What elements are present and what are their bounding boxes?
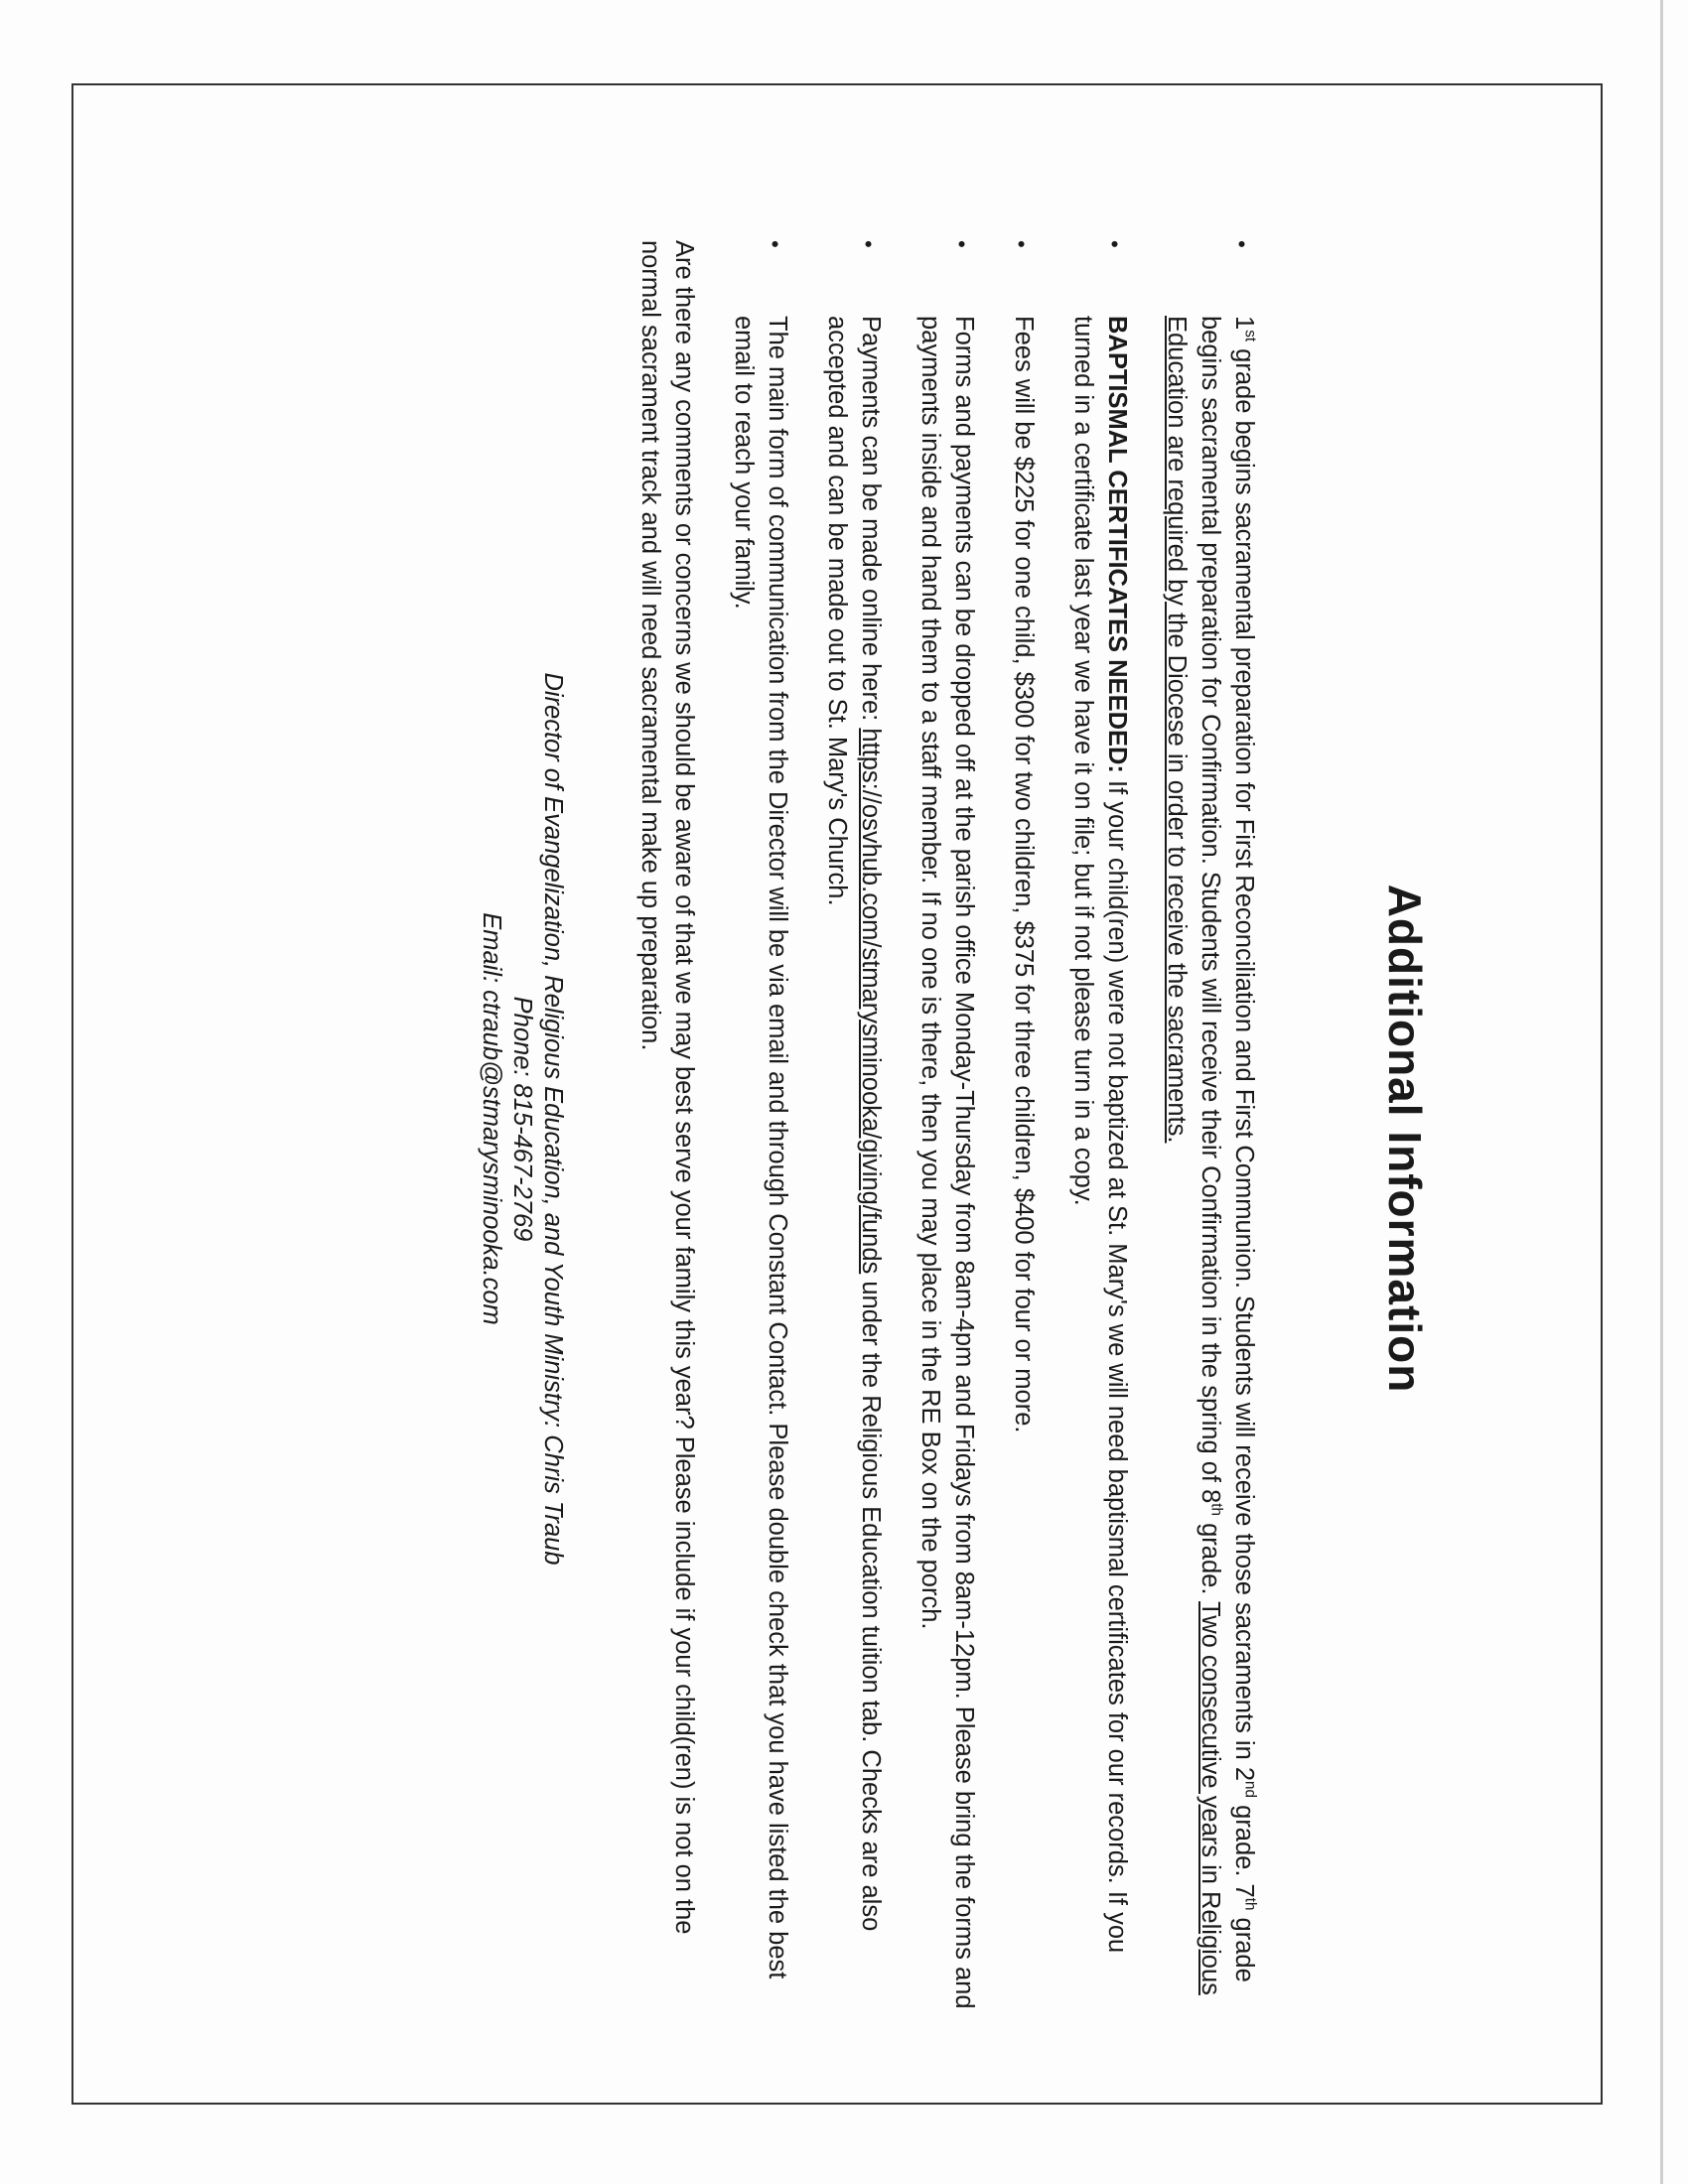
list-item-fees: • Fees will be $225 for one child, $300 for two children, $375 for three children, $400 for four or more. <box>1007 185 1041 2013</box>
list-item-sacrament-prep: • 1st grade begins sacramental preparation for First Reconciliation and First Communion. Students will receive those sacraments in 2nd grade. 7th grade begins sacramental preparation for Confirmation. Students will receive their Confirmation in the spring of 8th grade. Two consecutive years in Religious Education are required by the Diocese in order to receive the sacraments. <box>1163 240 1259 1995</box>
info-list <box>727 185 1261 2013</box>
bullet-icon: • <box>1229 240 1254 248</box>
email-line: Email: ctraub@stmarysminooka.com <box>478 912 505 1325</box>
director-line: Director of Evangelization, Religious Education, and Youth Ministry: Chris Traub <box>539 672 567 1566</box>
bullet-icon: • <box>1102 240 1127 248</box>
phone-line: Phone: 815-467-2769 <box>508 996 536 1242</box>
signature-block <box>476 185 568 2013</box>
page-title: Additional Information <box>1379 884 1431 1394</box>
payment-link[interactable]: https://osvhub.com/stmarysminooka/giving/funds <box>857 728 885 1275</box>
comments-question: Are there any comments or concerns we should be aware of that we may best serve your family this year? Please include if your child(ren) is not on the normal sacrament track and will need sacramental make up preparation. <box>636 240 698 1935</box>
list-item-online-payments: • Payments can be made online here: https://osvhub.com/stmarysminooka/giving/funds under the Religious Education tuition tab. Checks are also accepted and can be made out to St. Mary's Church. <box>823 240 885 1932</box>
bullet-icon: • <box>949 240 974 248</box>
scan-edge-line <box>1660 0 1663 2184</box>
list-item-forms-dropoff: • Forms and payments can be dropped off at the parish office Monday-Thursday from 8am-4pm and Fridays from 8am-12pm. Please bring the forms and payments inside and hand them to a staff member. If no one is there, then you may place in the RE Box on the porch. <box>916 240 978 2009</box>
bullet-icon: • <box>1009 240 1034 248</box>
rotated-content <box>2 167 1432 2083</box>
bullet-icon: • <box>763 240 787 248</box>
requirement-note: Two consecutive years in Religious Education are required by the Diocese in order to receive the sacraments. <box>1163 316 1224 1995</box>
baptismal-heading: BAPTISMAL CERTIFICATES NEEDED: <box>1103 316 1131 773</box>
list-item-communication: • The main form of communication from the Director will be via email and through Constant Contact. Please double check that you have listed the best email to reach your family. <box>730 240 791 1979</box>
bullet-icon: • <box>856 240 881 248</box>
list-item-baptismal-certificates: • BAPTISMAL CERTIFICATES NEEDED: If your child(ren) were not baptized at St. Mary's we will need baptismal certificates for our records. If you turned in a certificate last year we have it on file; but if not please turn in a copy. <box>1069 240 1131 1954</box>
